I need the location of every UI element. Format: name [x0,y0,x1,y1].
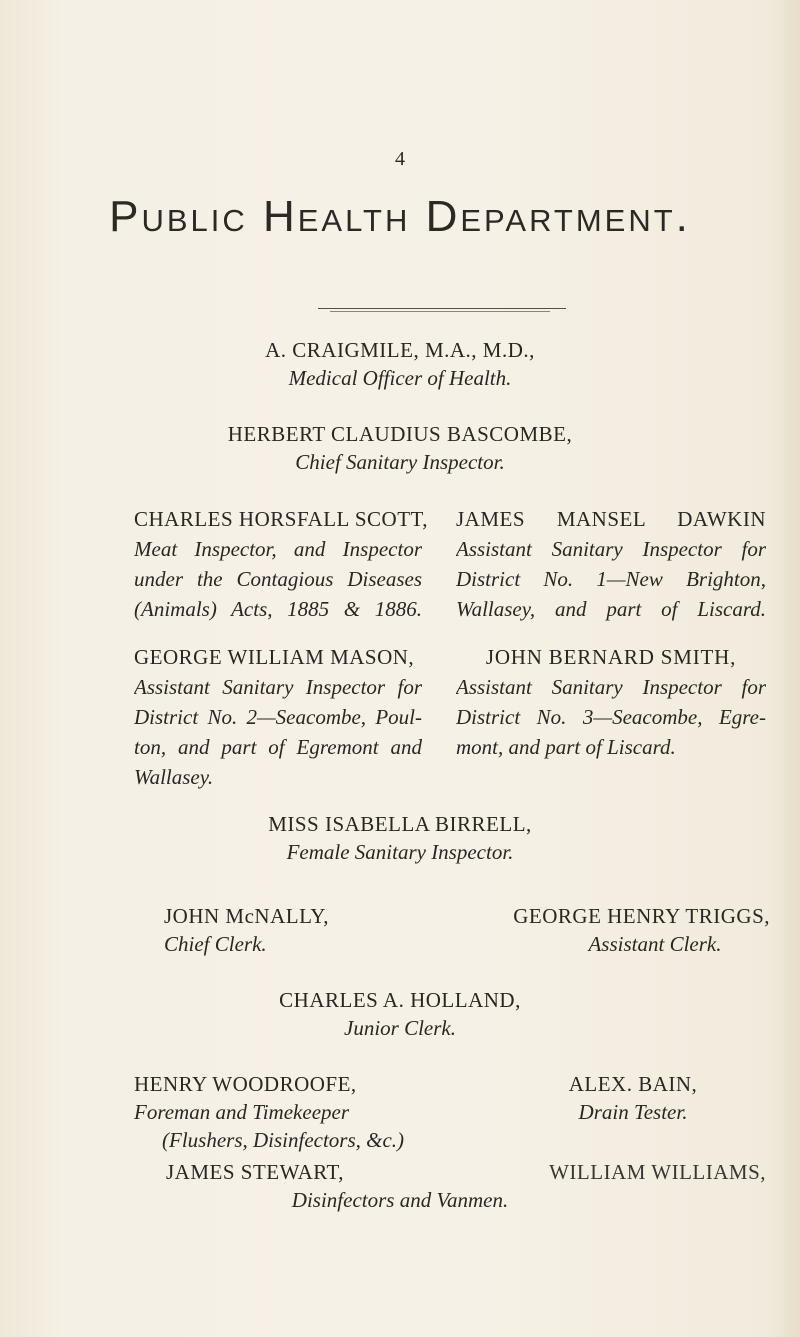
entry-description-line: Meat Inspector, and Inspector [134,537,422,561]
entry-description-line: Wallasey, and part of Liscard. [456,597,766,621]
entry-role: Medical Officer of Health. [288,366,512,390]
entry-role: Chief Clerk. [164,932,267,956]
page-title: Public Health Department. [109,192,691,241]
page-number: 4 [395,148,405,170]
entry-name: HENRY WOODROOFE, [134,1072,357,1096]
entry-description-line: Assistant Sanitary Inspector for [456,675,766,699]
entry-smith [456,642,766,762]
entry-mcnally [164,902,404,958]
entry-role: Junior Clerk. [344,1016,456,1040]
entry-birrell [0,810,800,866]
entry-role: Disinfectors and Vanmen. [291,1188,509,1212]
entry-williams [500,1158,766,1186]
entry-role: Chief Sanitary Inspector. [295,450,505,474]
entry-dawkin [456,504,766,624]
entry-name: JOHN BERNARD SMITH, [485,645,737,669]
entry-role: Assistant Clerk. [588,932,722,956]
entry-description-line: District No. 2—Seacombe, Poul- [134,705,422,729]
entry-role-detail: (Flushers, Disinfectors, &c.) [162,1128,405,1152]
entry-name: WILLIAM WILLIAMS, [549,1160,766,1184]
entry-disinfectors [0,1186,800,1214]
entry-triggs [450,902,770,958]
entry-description-line: ton, and part of Egremont and [134,735,422,759]
entry-name: CHARLES A. HOLLAND, [279,988,521,1012]
entry-role: Drain Tester. [578,1100,688,1124]
entry-craigmile [0,336,800,392]
entry-bascombe [0,420,800,476]
entry-description-line: Assistant Sanitary Inspector for [134,675,422,699]
entry-name: JOHN McNALLY, [164,904,330,928]
entry-name: A. CRAIGMILE, M.A., M.D., [265,338,535,362]
entry-description-line: mont, and part of Liscard. [456,735,676,759]
entry-name: HERBERT CLAUDIUS BASCOMBE, [227,422,573,446]
entry-name: GEORGE WILLIAM MASON, [134,645,415,669]
entry-name: ALEX. BAIN, [568,1072,698,1096]
entry-name: GEORGE HENRY TRIGGS, [513,904,770,928]
entry-description-line: Wallasey. [134,765,214,789]
title-rule-inner [330,311,550,312]
entry-description-line: (Animals) Acts, 1885 & 1886. [134,597,422,621]
entry-description-line: Assistant Sanitary Inspector for [456,537,766,561]
entry-holland [0,986,800,1042]
entry-description-line: District No. 3—Seacombe, Egre- [456,705,766,729]
entry-woodroofe [134,1070,464,1154]
entry-bain [538,1070,728,1126]
entry-stewart [166,1158,386,1186]
entry-description-line: District No. 1—New Brighton, [456,567,766,591]
entry-name: MISS ISABELLA BIRRELL, [268,812,532,836]
entry-role: Female Sanitary Inspector. [286,840,514,864]
entry-mason [134,642,422,792]
entry-name: JAMES STEWART, [166,1160,345,1184]
entry-name: JAMES MANSEL DAWKIN [456,507,766,531]
entry-name: CHARLES HORSFALL SCOTT, [134,507,429,531]
entry-scott [134,504,429,624]
entry-role: Foreman and Timekeeper [134,1100,350,1124]
entry-description-line: under the Contagious Diseases [134,567,422,591]
title-rule [318,308,566,309]
